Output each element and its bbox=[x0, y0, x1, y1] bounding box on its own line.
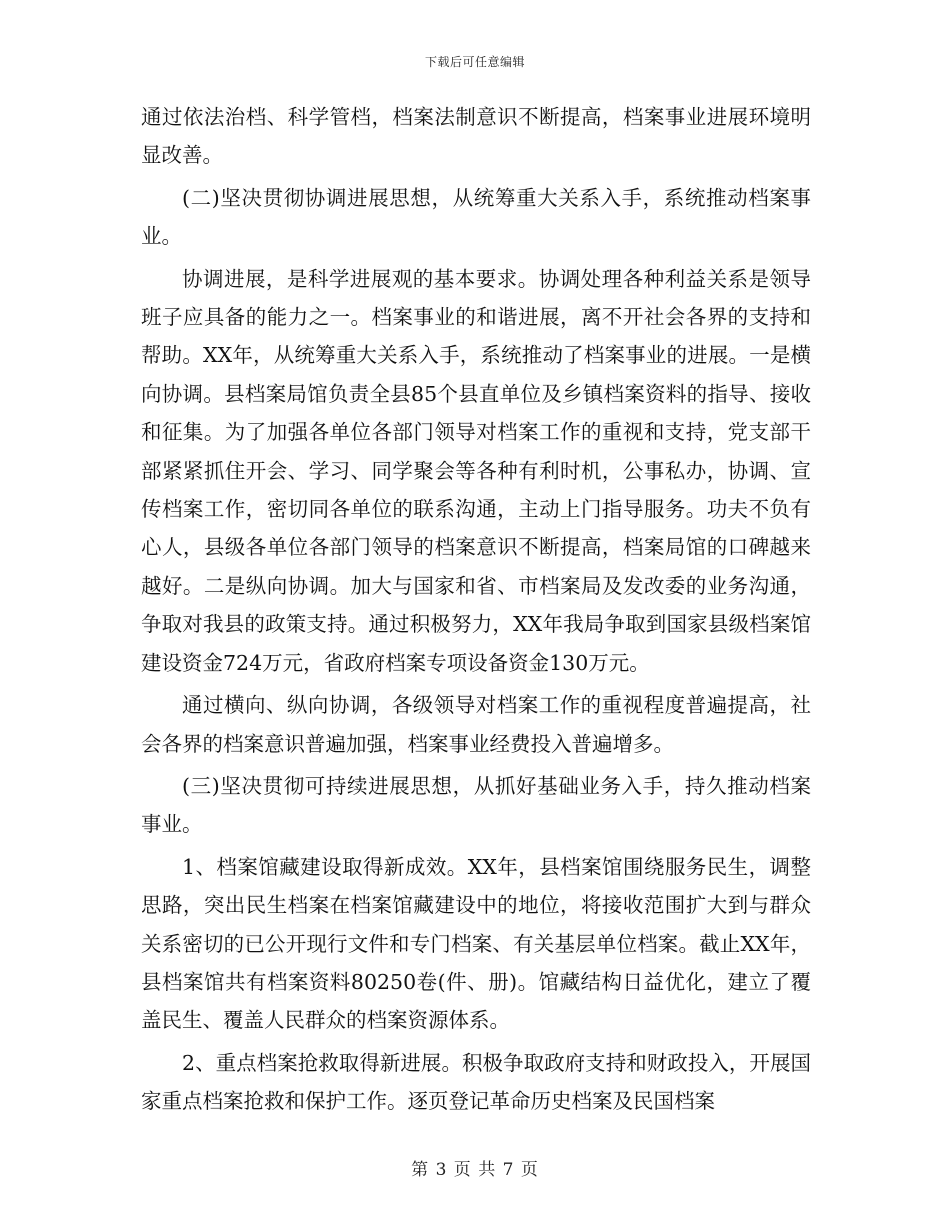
paragraph: 2、重点档案抢救取得新进展。积极争取政府支持和财政投入，开展国家重点档案抢救和保护工作。逐页登记革命历史档案及民国档案 bbox=[141, 1050, 811, 1114]
paragraph: 通过横向、纵向协调，各级领导对档案工作的重视程度普遍提高，社会各界的档案意识普遍加强，档案事业经费投入普遍增多。 bbox=[141, 693, 811, 756]
section-heading: (三)坚决贯彻可持续进展思想，从抓好基础业务入手，持久推动档案事业。 bbox=[141, 773, 811, 837]
page-header: 下载后可任意编辑 bbox=[424, 55, 525, 69]
section-heading: (二)坚决贯彻协调进展思想，从统筹重大关系入手，系统推动档案事业。 bbox=[141, 185, 811, 249]
page-footer: 第 3 页 共 7 页 bbox=[411, 1160, 539, 1180]
paragraph: 1、档案馆藏建设取得新成效。XX年，县档案馆围绕服务民生，调整思路，突出民生档案在档案馆藏建设中的地位，将接收范围扩大到与群众关系密切的已公开现行文件和专门档案、有关基层单位档案。截止XX年，县档案馆共有档案资料80250卷(件、册)。馆藏结构日益优化，建立了覆盖民生、覆盖人民群众的档案资源体系。 bbox=[141, 854, 811, 1033]
paragraph: 协调进展，是科学进展观的基本要求。协调处理各种利益关系是领导班子应具备的能力之一。档案事业的和谐进展，离不开社会各界的支持和帮助。XX年，从统筹重大关系入手，系统推动了档案事业的进展。一是横向协调。县档案局馆负责全县85个县直单位及乡镇档案资料的指导、接收和征集。为了加强各单位各部门领导对档案工作的重视和支持，党支部干部紧紧抓住开会、学习、同学聚会等各种有利时机，公事私办，协调、宣传档案工作，密切同各单位的联系沟通，主动上门指导服务。功夫不负有心人，县级各单位各部门领导的档案意识不断提高，档案局馆的口碑越来越好。二是纵向协调。加大与国家和省、市档案局及发改委的业务沟通，争取对我县的政策支持。通过积极努力，XX年我局争取到国家县级档案馆建设资金724万元，省政府档案专项设备资金130万元。 bbox=[141, 266, 811, 675]
document-body bbox=[141, 98, 811, 1125]
paragraph: 通过依法治档、科学管档，档案法制意识不断提高，档案事业进展环境明显改善。 bbox=[141, 105, 811, 168]
